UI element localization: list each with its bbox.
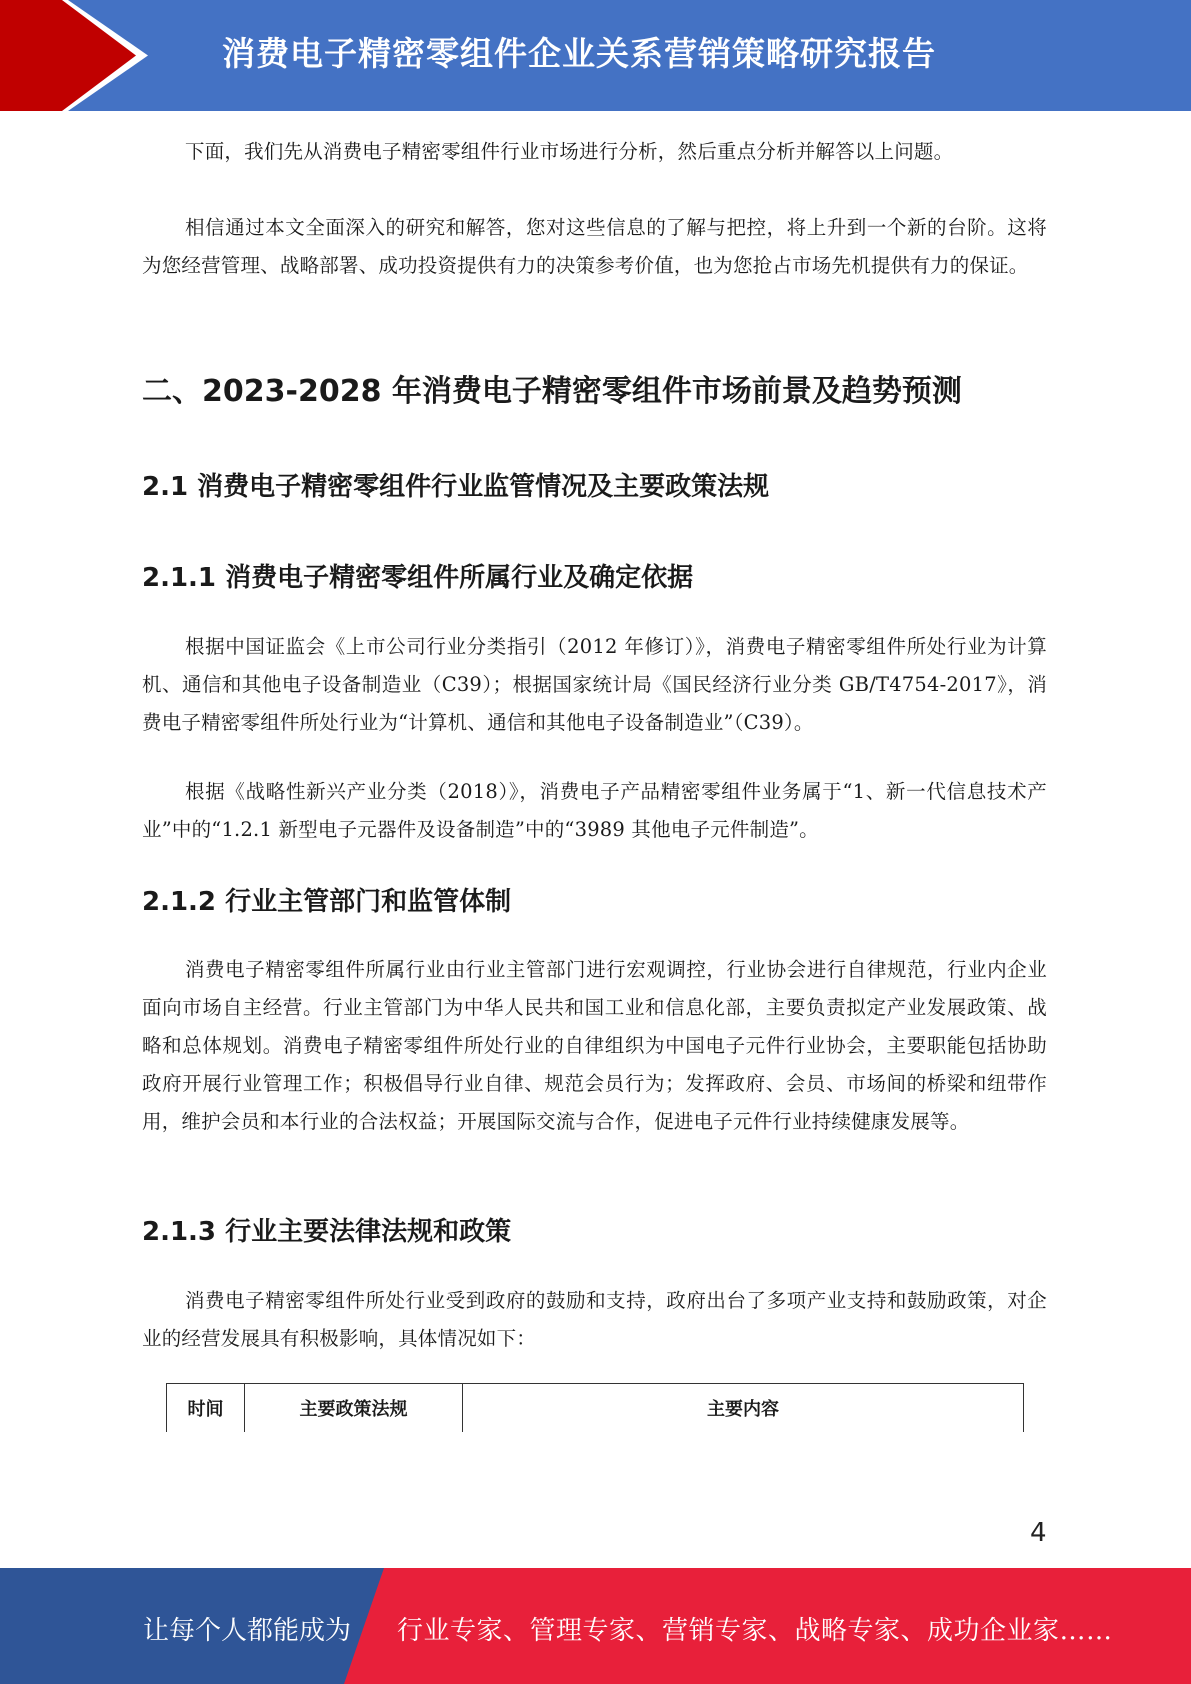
table-header-content: 主要内容 xyxy=(463,1384,1024,1433)
footer-banner xyxy=(0,1568,1191,1684)
table-header-policy: 主要政策法规 xyxy=(245,1384,463,1433)
intro-paragraph: 下面，我们先从消费电子精密零组件行业市场进行分析，然后重点分析并解答以上问题。 xyxy=(185,140,954,163)
footer-roles: 行业专家、管理专家、营销专家、战略专家、成功企业家…… xyxy=(397,1616,1113,1646)
header-banner xyxy=(0,0,1191,111)
section-2-1-3-heading: 2.1.3 行业主要法律法规和政策 xyxy=(142,1217,512,1247)
policy-intro-paragraph: 消费电子精密零组件所处行业受到政府的鼓励和支持，政府出台了多项产业支持和鼓励政策，对企业的经营发展具有积极影响，具体情况如下： xyxy=(142,1289,1047,1350)
section-2-heading: 二、2023-2028 年消费电子精密零组件市场前景及趋势预测 xyxy=(142,374,962,409)
report-title: 消费电子精密零组件企业关系营销策略研究报告 xyxy=(222,34,936,73)
policy-table xyxy=(166,1383,1024,1432)
regulatory-paragraph: 消费电子精密零组件所属行业由行业主管部门进行宏观调控，行业协会进行自律规范，行业内企业面向市场自主经营。行业主管部门为中华人民共和国工业和信息化部，主要负责拟定产业发展政策、战略和总体规划。消费电子精密零组件所处行业的自律组织为中国电子元件行业协会，主要职能包括协助政府开展行业管理工作；积极倡导行业自律、规范会员行为；发挥政府、会员、市场间的桥梁和纽带作用，维护会员和本行业的合法权益；开展国际交流与合作，促进电子元件行业持续健康发展等。 xyxy=(142,958,1047,1133)
value-paragraph: 相信通过本文全面深入的研究和解答，您对这些信息的了解与把控，将上升到一个新的台阶。这将为您经营管理、战略部署、成功投资提供有力的决策参考价值，也为您抢占市场先机提供有力的保证。 xyxy=(142,216,1047,277)
section-2-1-2-heading: 2.1.2 行业主管部门和监管体制 xyxy=(142,887,512,917)
industry-classification-paragraph: 根据中国证监会《上市公司行业分类指引（2012 年修订）》，消费电子精密零组件所处行业为计算机、通信和其他电子设备制造业（C39）；根据国家统计局《国民经济行业分类 GB/T4754-2017》，消费电子精密零组件所处行业为“计算机、通信和其他电子设备制造业”（C39）。 xyxy=(142,635,1047,734)
table-header-time: 时间 xyxy=(167,1384,245,1433)
strategic-industry-paragraph: 根据《战略性新兴产业分类（2018）》，消费电子产品精密零组件业务属于“1、新一代信息技术产业”中的“1.2.1 新型电子元器件及设备制造”中的“3989 其他电子元件制造”。 xyxy=(142,780,1047,841)
page-number: 4 xyxy=(1030,1518,1047,1548)
table-header-row xyxy=(167,1384,1024,1433)
chevron-arrow-icon xyxy=(0,0,160,111)
section-2-1-heading: 2.1 消费电子精密零组件行业监管情况及主要政策法规 xyxy=(142,472,770,502)
section-2-1-1-heading: 2.1.1 消费电子精密零组件所属行业及确定依据 xyxy=(142,563,694,593)
footer-slogan: 让每个人都能成为 xyxy=(143,1616,352,1646)
